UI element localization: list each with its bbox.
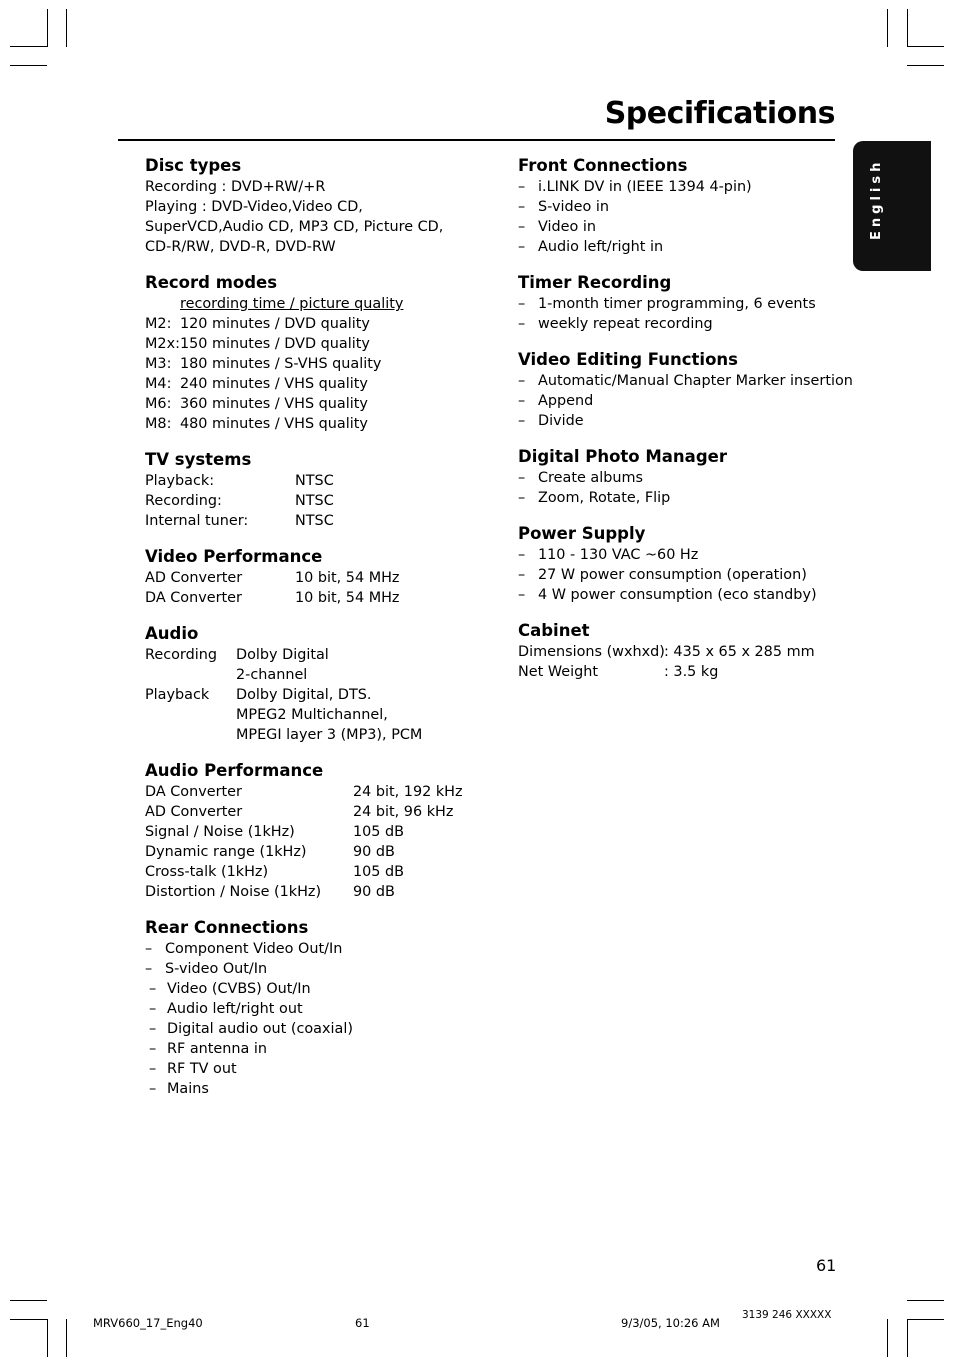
rear-item-label: Mains bbox=[167, 1081, 209, 1097]
audio-heading: Audio bbox=[145, 624, 199, 643]
footer-code: 3139 246 XXXXX bbox=[742, 1309, 832, 1321]
rear-item: – Digital audio out (coaxial) bbox=[149, 1021, 353, 1037]
audio-value: MPEG2 Multichannel, bbox=[236, 707, 388, 723]
crop-mark bbox=[907, 46, 944, 47]
video-editing-heading: Video Editing Functions bbox=[518, 350, 738, 369]
rear-item: – Audio left/right out bbox=[149, 1001, 303, 1017]
audioperf-key: DA Converter bbox=[145, 784, 242, 800]
crop-mark bbox=[10, 1300, 47, 1301]
tv-systems-heading: TV systems bbox=[145, 450, 252, 469]
record-mode-value: 180 minutes / S-VHS quality bbox=[180, 356, 382, 372]
right-column bbox=[518, 156, 853, 682]
audioperf-key: Dynamic range (1kHz) bbox=[145, 844, 307, 860]
photo-item: – Zoom, Rotate, Flip bbox=[518, 490, 671, 506]
rear-item: – Mains bbox=[149, 1081, 209, 1097]
audio-row bbox=[145, 685, 495, 705]
footer-date: 9/3/05, 10:26 AM bbox=[621, 1316, 720, 1330]
record-modes-subheading: recording time / picture quality bbox=[180, 296, 404, 312]
rear-item: – RF TV out bbox=[149, 1061, 237, 1077]
cabinet-value: : 435 x 65 x 285 mm bbox=[664, 644, 815, 660]
photo-item: – Create albums bbox=[518, 470, 643, 486]
front-connections-heading: Front Connections bbox=[518, 156, 688, 175]
video-key: AD Converter bbox=[145, 570, 243, 586]
language-tab bbox=[853, 141, 931, 271]
power-item-label: 4 W power consumption (eco standby) bbox=[538, 587, 817, 603]
editing-item: – Append bbox=[518, 393, 594, 409]
crop-mark bbox=[66, 9, 67, 47]
cabinet-row bbox=[518, 662, 848, 682]
title-rule bbox=[118, 139, 835, 141]
audio-key: Playback bbox=[145, 687, 210, 703]
cabinet-row bbox=[518, 642, 848, 662]
audio-value: Dolby Digital bbox=[236, 647, 329, 663]
rear-item-label: RF antenna in bbox=[167, 1041, 268, 1057]
photo-item-label: Create albums bbox=[538, 470, 643, 486]
audioperf-value: 90 dB bbox=[353, 884, 395, 900]
front-item-label: S-video in bbox=[538, 199, 609, 215]
rear-item-label: S-video Out/In bbox=[165, 961, 268, 977]
front-item: – S-video in bbox=[518, 199, 609, 215]
audio-performance-heading: Audio Performance bbox=[145, 761, 324, 780]
audioperf-value: 90 dB bbox=[353, 844, 395, 860]
crop-mark bbox=[66, 1319, 67, 1357]
rear-item-label: Audio left/right out bbox=[167, 1001, 303, 1017]
audioperf-row bbox=[145, 822, 495, 842]
power-item: – 110 - 130 VAC ~60 Hz bbox=[518, 547, 699, 563]
power-item-label: 110 - 130 VAC ~60 Hz bbox=[538, 547, 699, 563]
record-mode-value: 480 minutes / VHS quality bbox=[180, 416, 368, 432]
audio-row bbox=[145, 645, 495, 665]
cabinet-key: Dimensions (wxhxd) bbox=[518, 644, 665, 660]
audio-value: 2-channel bbox=[236, 667, 308, 683]
crop-mark bbox=[47, 1319, 48, 1357]
audio-value: Dolby Digital, DTS. bbox=[236, 687, 372, 703]
crop-mark bbox=[887, 9, 888, 47]
audio-value: MPEGI layer 3 (MP3), PCM bbox=[236, 727, 423, 743]
power-item: – 27 W power consumption (operation) bbox=[518, 567, 807, 583]
record-mode-row bbox=[145, 374, 495, 394]
rear-item-label: Video (CVBS) Out/In bbox=[167, 981, 311, 997]
record-mode-key: M8: bbox=[145, 416, 172, 432]
power-item-label: 27 W power consumption (operation) bbox=[538, 567, 807, 583]
page-number: 61 bbox=[816, 1256, 837, 1275]
tv-key: Recording: bbox=[145, 493, 222, 509]
audioperf-row bbox=[145, 882, 495, 902]
photo-item-label: Zoom, Rotate, Flip bbox=[538, 490, 671, 506]
rear-item-label: Digital audio out (coaxial) bbox=[167, 1021, 353, 1037]
timer-item-label: 1-month timer programming, 6 events bbox=[538, 296, 816, 312]
rear-item: – Video (CVBS) Out/In bbox=[149, 981, 311, 997]
crop-mark bbox=[10, 1319, 47, 1320]
footer-page: 61 bbox=[355, 1316, 370, 1330]
disc-line: CD-R/RW, DVD-R, DVD-RW bbox=[145, 239, 336, 255]
tv-value: NTSC bbox=[295, 493, 334, 509]
disc-types-heading: Disc types bbox=[145, 156, 242, 175]
record-mode-value: 240 minutes / VHS quality bbox=[180, 376, 368, 392]
audio-key: Recording bbox=[145, 647, 217, 663]
photo-manager-heading: Digital Photo Manager bbox=[518, 447, 727, 466]
audioperf-key: Signal / Noise (1kHz) bbox=[145, 824, 295, 840]
crop-mark bbox=[10, 46, 47, 47]
audioperf-row bbox=[145, 802, 495, 822]
disc-line: SuperVCD,Audio CD, MP3 CD, Picture CD, bbox=[145, 219, 444, 235]
timer-recording-heading: Timer Recording bbox=[518, 273, 672, 292]
audio-key bbox=[145, 665, 236, 685]
left-column bbox=[145, 156, 495, 1099]
rear-item-label: RF TV out bbox=[167, 1061, 237, 1077]
record-mode-value: 120 minutes / DVD quality bbox=[180, 316, 370, 332]
tv-row bbox=[145, 491, 495, 511]
crop-mark bbox=[887, 1319, 888, 1357]
audio-key bbox=[145, 705, 236, 725]
timer-item: – 1-month timer programming, 6 events bbox=[518, 296, 816, 312]
record-mode-row bbox=[145, 354, 495, 374]
video-row bbox=[145, 588, 495, 608]
rear-item: – S-video Out/In bbox=[145, 961, 268, 977]
record-mode-value: 360 minutes / VHS quality bbox=[180, 396, 368, 412]
cabinet-heading: Cabinet bbox=[518, 621, 590, 640]
language-tab-label: English bbox=[869, 158, 884, 240]
tv-value: NTSC bbox=[295, 513, 334, 529]
audio-key bbox=[145, 725, 236, 745]
record-mode-row bbox=[145, 414, 495, 434]
record-modes-heading: Record modes bbox=[145, 273, 278, 292]
footer-filename: MRV660_17_Eng40 bbox=[93, 1316, 203, 1330]
audio-row bbox=[145, 665, 495, 685]
front-item-label: Video in bbox=[538, 219, 597, 235]
timer-item-label: weekly repeat recording bbox=[538, 316, 713, 332]
front-item: – Audio left/right in bbox=[518, 239, 664, 255]
rear-item-label: Component Video Out/In bbox=[165, 941, 343, 957]
rear-item: – Component Video Out/In bbox=[145, 941, 343, 957]
front-item: – Video in bbox=[518, 219, 597, 235]
record-mode-row bbox=[145, 334, 495, 354]
editing-item: – Automatic/Manual Chapter Marker insertion bbox=[518, 373, 853, 389]
cabinet-key: Net Weight bbox=[518, 664, 598, 680]
crop-mark bbox=[907, 65, 944, 66]
record-mode-key: M4: bbox=[145, 376, 172, 392]
record-mode-key: M3: bbox=[145, 356, 172, 372]
crop-mark bbox=[907, 1300, 944, 1301]
audio-row bbox=[145, 725, 495, 745]
editing-item: – Divide bbox=[518, 413, 584, 429]
power-supply-heading: Power Supply bbox=[518, 524, 646, 543]
crop-mark bbox=[47, 9, 48, 47]
audioperf-value: 105 dB bbox=[353, 864, 405, 880]
rear-connections-heading: Rear Connections bbox=[145, 918, 309, 937]
crop-mark bbox=[907, 1319, 944, 1320]
video-performance-heading: Video Performance bbox=[145, 547, 323, 566]
video-value: 10 bit, 54 MHz bbox=[295, 570, 400, 586]
editing-item-label: Append bbox=[538, 393, 594, 409]
video-row bbox=[145, 568, 495, 588]
crop-mark bbox=[907, 9, 908, 47]
rear-item: – RF antenna in bbox=[149, 1041, 268, 1057]
tv-key: Playback: bbox=[145, 473, 215, 489]
audioperf-value: 24 bit, 192 kHz bbox=[353, 784, 463, 800]
power-item: – 4 W power consumption (eco standby) bbox=[518, 587, 817, 603]
audioperf-key: AD Converter bbox=[145, 804, 243, 820]
audioperf-row bbox=[145, 842, 495, 862]
audioperf-key: Distortion / Noise (1kHz) bbox=[145, 884, 322, 900]
video-key: DA Converter bbox=[145, 590, 242, 606]
record-mode-row bbox=[145, 394, 495, 414]
audioperf-value: 105 dB bbox=[353, 824, 405, 840]
record-mode-key: M2: bbox=[145, 316, 172, 332]
cabinet-value: : 3.5 kg bbox=[664, 664, 719, 680]
tv-row bbox=[145, 471, 495, 491]
audioperf-value: 24 bit, 96 kHz bbox=[353, 804, 454, 820]
audio-row bbox=[145, 705, 495, 725]
tv-value: NTSC bbox=[295, 473, 334, 489]
audioperf-key: Cross-talk (1kHz) bbox=[145, 864, 269, 880]
audioperf-row bbox=[145, 862, 495, 882]
disc-line: Playing : DVD-Video,Video CD, bbox=[145, 199, 363, 215]
page-title: Specifications bbox=[604, 96, 835, 131]
editing-item-label: Automatic/Manual Chapter Marker insertion bbox=[538, 373, 853, 389]
tv-row bbox=[145, 511, 495, 531]
crop-mark bbox=[907, 1319, 908, 1357]
record-mode-value: 150 minutes / DVD quality bbox=[180, 336, 370, 352]
record-mode-key: M2x: bbox=[145, 336, 180, 352]
timer-item: – weekly repeat recording bbox=[518, 316, 713, 332]
record-mode-key: M6: bbox=[145, 396, 172, 412]
front-item-label: Audio left/right in bbox=[538, 239, 664, 255]
front-item: – i.LINK DV in (IEEE 1394 4-pin) bbox=[518, 179, 752, 195]
front-item-label: i.LINK DV in (IEEE 1394 4-pin) bbox=[538, 179, 752, 195]
editing-item-label: Divide bbox=[538, 413, 584, 429]
audioperf-row bbox=[145, 782, 495, 802]
disc-line: Recording : DVD+RW/+R bbox=[145, 179, 326, 195]
tv-key: Internal tuner: bbox=[145, 513, 249, 529]
crop-mark bbox=[10, 65, 47, 66]
record-mode-row bbox=[145, 314, 495, 334]
video-value: 10 bit, 54 MHz bbox=[295, 590, 400, 606]
